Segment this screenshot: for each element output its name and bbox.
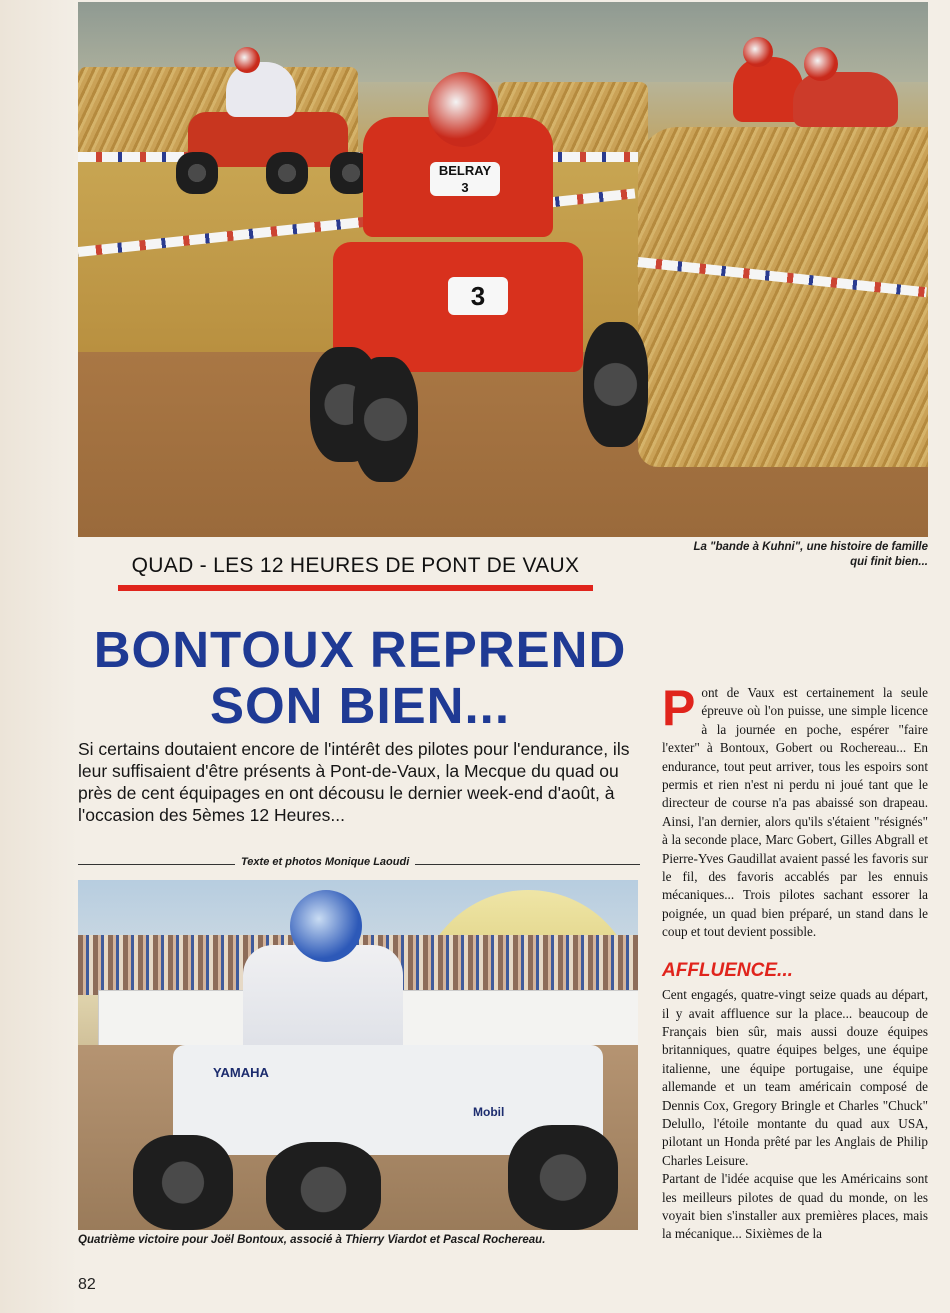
helmet (804, 47, 838, 81)
author-credit: Texte et photos Monique Laoudi (235, 856, 415, 868)
section-rubric: QUAD - LES 12 HEURES DE PONT DE VAUX (131, 554, 580, 577)
article-headline (80, 622, 640, 734)
bib-text: BELRAY (438, 163, 492, 178)
quad-tire (133, 1135, 233, 1230)
bottom-winner-photo (78, 880, 638, 1230)
bib-number: 3 (461, 180, 469, 195)
quad-tire (266, 1142, 381, 1230)
page-gutter (0, 0, 78, 1313)
bottom-photo-caption: Quatrième victoire pour Joël Bontoux, associé à Thierry Viardot et Pascal Rochereau. (78, 1234, 546, 1246)
quad-number-plate: 3 (448, 277, 508, 315)
top-photo-caption: La "bande à Kuhni", une histoire de famille qui finit bien... (693, 541, 928, 568)
section-subhead: AFFLUENCE... (662, 959, 793, 981)
quad-brand-text: YAMAHA (213, 1065, 269, 1080)
top-race-photo (78, 2, 928, 537)
body-paragraph: Cent engagés, quatre-vingt seize quads au départ, il y avait affluence sur la place... beaucoup de Français bien sûr, mais aussi douze équipes britanniques, quatre équipes belges, une équipe italienne, une équipe portugaise, une équipe allemande et un team américain composé de Dennis Cox, Gregory Bringle et Charles "Chuck" Delullo, l'étoile montante du quad aux USA, pilotant un Honda prêté par les Anglais de Philip Charles Leisure. (662, 987, 928, 1168)
quad-tire (508, 1125, 618, 1230)
quad-tire (176, 152, 218, 194)
paragraph-1-text: ont de Vaux est certainement la seule épreuve où l'on puisse, une simple licence à la journée en poche, espérer "faire l'exter" à Bontoux, Gobert ou Rochereau... En endurance, tout peut arriver, tous les espoirs sont permis et rien n'est ni perdu ni joué tant que le directeur de course n'a pas abaissé son drapeau. Ainsi, l'an dernier, alors qu'ils s'étaient "résignés" à la seconde place, Marc Gobert, Gilles Abgrall et Pierre-Yves Gaudillat avaient passé les favoris sur le fil, des favoris accablés par les ennuis mécaniques... Trois pilotes sachant essorer la poignée, un quad bien préparé, un stand dans le coup et tout devient possible. (662, 685, 928, 940)
helmet (234, 47, 260, 73)
winner-helmet (290, 890, 362, 962)
headline-line-2: SON BIEN... (209, 677, 511, 734)
helmet (743, 37, 773, 67)
article-body-column (662, 680, 928, 1244)
quad-tire (266, 152, 308, 194)
rider-bib (430, 162, 500, 196)
page-number: 82 (78, 1276, 96, 1293)
article-lede: Si certains doutaient encore de l'intérêt des pilotes pour l'endurance, ils leur suffisaient d'être présents à Pont-de-Vaux, la Mecque du quad ou près de cent équipages en ont décousu le dernier week-end d'août, à l'occasion des 5èmes 12 Heures... (78, 739, 630, 825)
background-rider (226, 62, 296, 117)
quad-tire (353, 357, 418, 482)
body-paragraph (662, 680, 928, 942)
main-rider-helmet (428, 72, 498, 147)
quad-tire (583, 322, 648, 447)
rubric-underline (118, 585, 593, 591)
hay-bale-stack (638, 127, 928, 467)
body-paragraph: Partant de l'idée acquise que les Américains sont les meilleurs pilotes de quad du monde, on les voyait bien s'installer aux premières places, mais la mécanique... Sixièmes de la (662, 1171, 928, 1242)
quad-sponsor-text: Mobil (473, 1105, 505, 1119)
headline-line-1: BONTOUX REPREND (93, 621, 627, 678)
background-rider (793, 72, 898, 127)
drop-cap: P (662, 680, 696, 736)
